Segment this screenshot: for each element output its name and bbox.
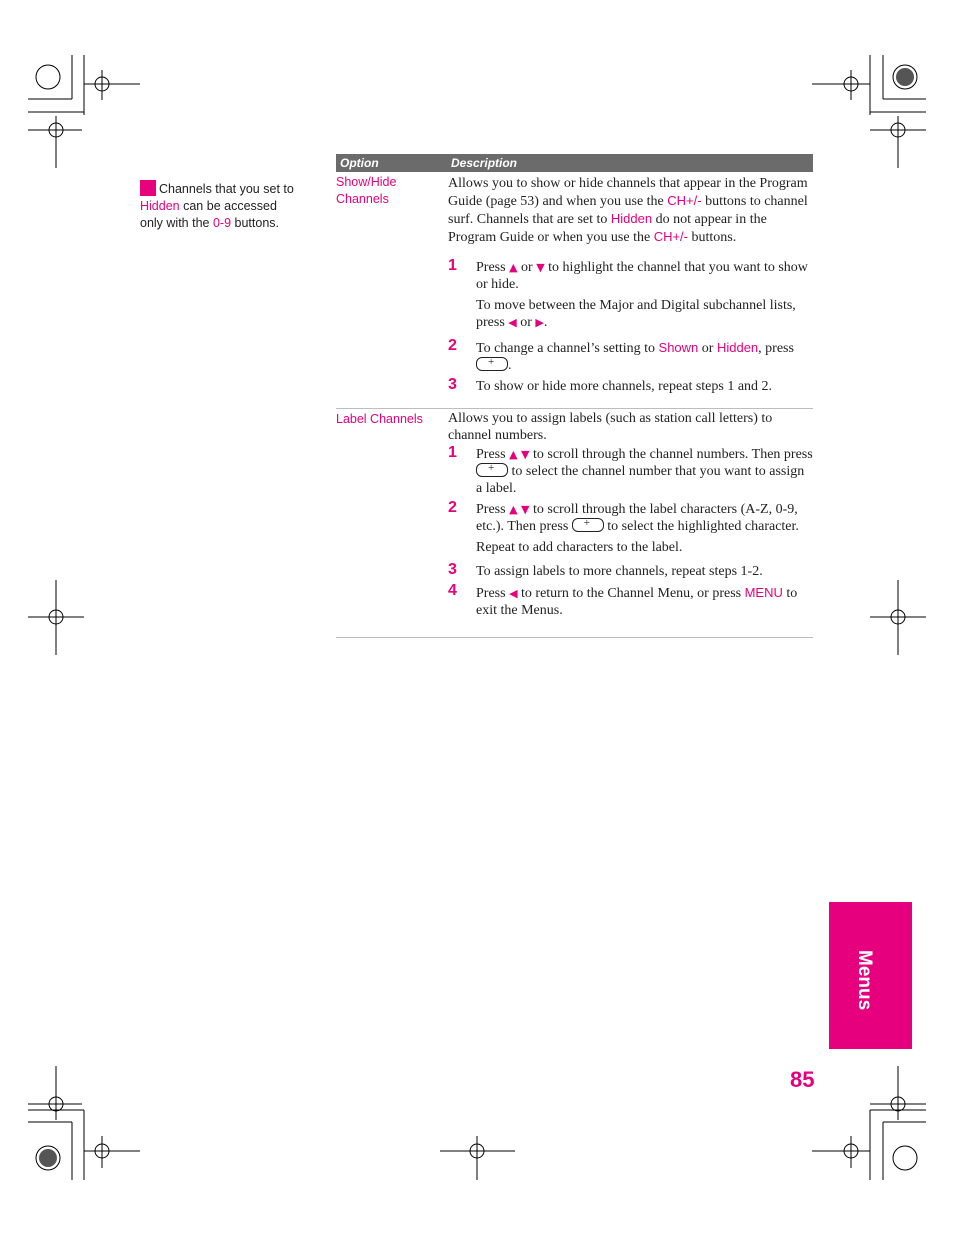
step-text: to scroll through the label characters (A-Z, 0-9, etc.). Then press — [476, 502, 798, 534]
keyword-ch: CH+/- — [667, 193, 702, 208]
step-1-sub: To move between the Major and Digital subchannel lists, press ◀ or ▶. — [476, 298, 796, 330]
option-label-line1: Show/Hide — [336, 175, 397, 189]
tip-keyword-0-9: 0-9 — [212, 216, 232, 230]
step-1 — [448, 446, 813, 497]
option-label-channels: Label Channels — [336, 412, 423, 426]
arrow-left-icon: ◀ — [508, 316, 517, 329]
step-number: 4 — [448, 582, 457, 599]
keyword-hidden: Hidden — [610, 211, 653, 226]
step-text: To move between the Major and Digital subchannel lists, press — [476, 298, 796, 330]
step-3 — [448, 378, 813, 395]
options-table — [336, 154, 813, 638]
arrow-down-icon: ▼ — [521, 448, 530, 461]
step-text: Press — [476, 502, 506, 517]
step-text: To change a channel’s setting to — [476, 341, 656, 356]
step-1 — [448, 259, 813, 293]
tip-text-1: Channels that you set to — [159, 182, 294, 196]
header-option: Option — [340, 156, 379, 170]
header-description: Description — [451, 156, 518, 170]
desc-text: buttons. — [691, 230, 737, 245]
step-text: To assign labels to more channels, repeat steps 1-2. — [476, 564, 763, 579]
step-2: 2 To change a channel’s setting to Shown or Hidden, press +. — [448, 339, 813, 374]
step-number: 1 — [448, 444, 457, 461]
step-text: to highlight the channel that you want to show or hide. — [476, 260, 808, 292]
step-number: 2 — [448, 499, 457, 516]
step-text: To show or hide more channels, repeat steps 1 and 2. — [476, 379, 773, 394]
arrow-up-icon: ▲ — [509, 448, 518, 461]
arrow-right-icon: ▶ — [535, 316, 544, 329]
step-text: Press — [476, 447, 506, 462]
desc-text: Allows you to show or hide channels that appear in the Program Guide (page 53) and when you use the — [448, 176, 808, 209]
option-label-line2: Channels — [336, 192, 389, 206]
desc-text: do not appear in the Program Guide or when you use the — [448, 212, 767, 245]
table-row-label-channels — [336, 409, 813, 638]
arrow-down-icon: ▼ — [536, 261, 545, 274]
table-header — [336, 154, 813, 172]
select-button-icon — [476, 463, 508, 477]
step-text: Press — [476, 260, 506, 275]
keyword-ch: CH+/- — [653, 229, 688, 244]
page-number: 85 — [790, 1067, 815, 1092]
arrow-up-icon: ▲ — [509, 261, 518, 274]
step-text: Press — [476, 586, 506, 601]
lightbulb-icon — [140, 180, 156, 196]
arrow-left-icon: ◀ — [509, 587, 518, 600]
step-text: or — [701, 341, 714, 356]
section-tab-label: Menus — [854, 950, 875, 1011]
step-number: 3 — [448, 376, 457, 393]
step-2-sub: Repeat to add characters to the label. — [476, 540, 683, 555]
step-3 — [448, 563, 813, 580]
select-button-icon — [476, 357, 508, 371]
arrow-up-icon: ▲ — [509, 503, 518, 516]
description-label-channels — [448, 409, 813, 619]
keyword-shown: Shown — [658, 340, 699, 355]
step-text: or — [520, 315, 532, 330]
section-tab-menus — [829, 902, 912, 1049]
description-show-hide — [448, 172, 813, 395]
step-text: to select the channel number that you want to assign a label. — [476, 464, 805, 496]
tip-note — [140, 180, 300, 232]
step-2 — [448, 501, 813, 535]
desc-text: Allows you to assign labels (such as station call letters) to channel numbers. — [448, 411, 773, 443]
arrow-down-icon: ▼ — [521, 503, 530, 516]
step-4 — [448, 584, 813, 619]
keyword-hidden: Hidden — [716, 340, 759, 355]
table-row-show-hide — [336, 172, 813, 409]
tip-keyword-hidden: Hidden — [140, 199, 180, 213]
step-number: 1 — [448, 257, 457, 274]
desc-text: buttons to channel surf. Channels that are set to — [448, 194, 808, 227]
step-text: to scroll through the channel numbers. Then press — [533, 447, 813, 462]
keyword-menu: MENU — [744, 585, 783, 600]
step-text: press — [765, 341, 794, 356]
option-show-hide-channels — [336, 174, 441, 208]
step-number: 3 — [448, 561, 457, 578]
step-text: to select the highlighted character. — [607, 519, 799, 534]
select-button-icon — [572, 518, 604, 532]
step-text: to return to the Channel Menu, or press — [521, 586, 742, 601]
tip-text-2: can be accessed only with the — [140, 199, 277, 230]
step-number: 2 — [448, 337, 457, 354]
tip-text-3: buttons. — [234, 216, 280, 230]
step-text: to exit the Menus. — [476, 586, 798, 618]
step-text: or — [521, 260, 533, 275]
